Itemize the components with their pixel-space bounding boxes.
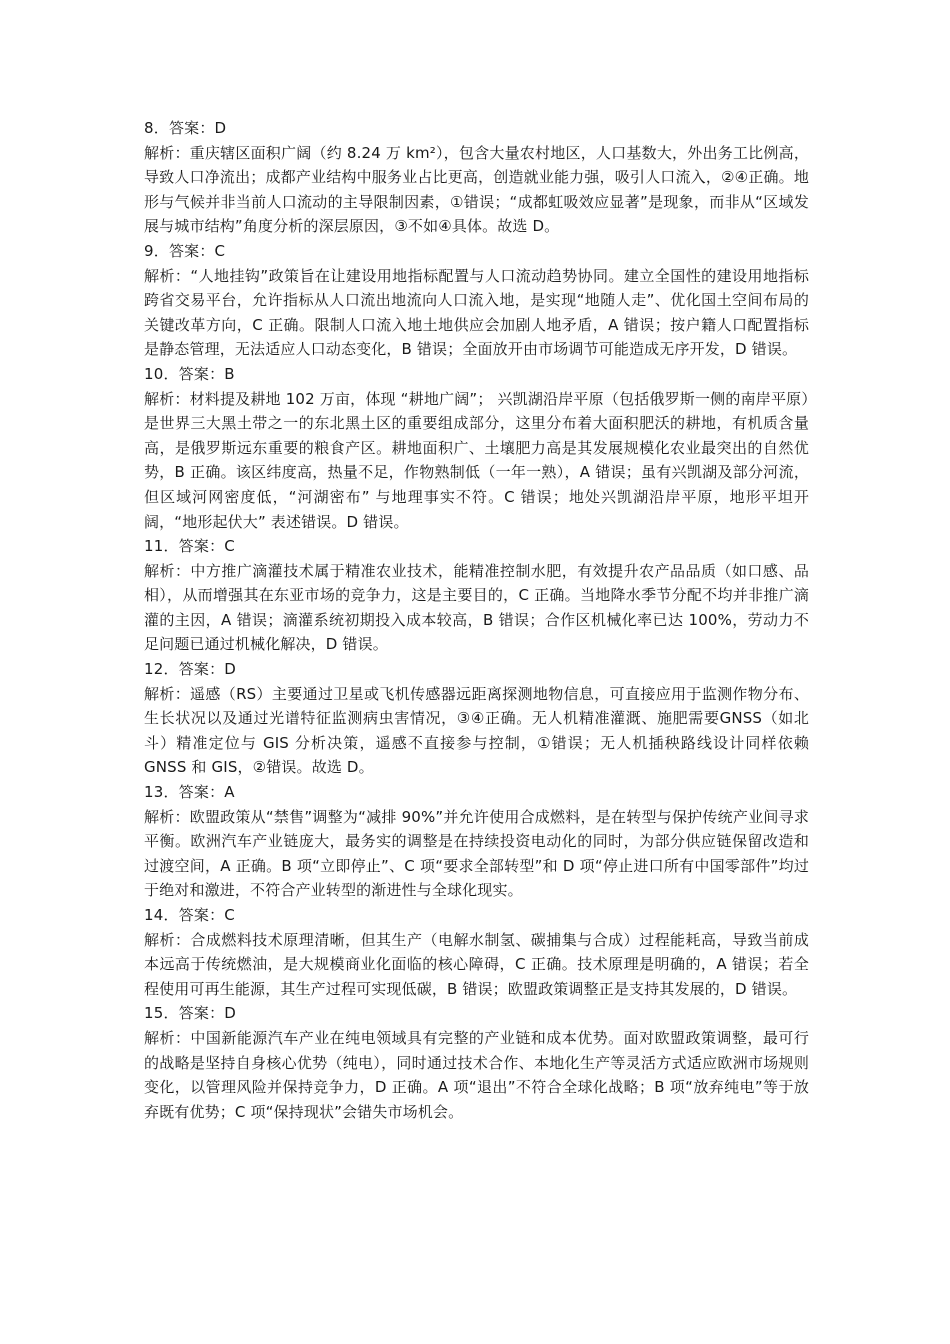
- question-12: [144, 657, 809, 780]
- analysis-text: 解析：“人地挂钩”政策旨在让建设用地指标配置与人口流动趋势协同。建立全国性的建设用地指标跨省交易平台，允许指标从人口流出地流向人口流入地，是实现“地随人走”、优化国土空间布局的关键改革方向，C 正确。限制人口流入地土地供应会加剧人地矛盾，A 错误；按户籍人口配置指标是静态管理，无法适应人口动态变化，B 错误；全面放开由市场调节可能造成无序开发，D 错误。: [144, 266, 809, 359]
- answer-line: 9．答案：C: [144, 241, 226, 260]
- question-15: [144, 1001, 809, 1124]
- answer-page: [144, 116, 809, 1124]
- analysis-text: 解析：重庆辖区面积广阔（约 8.24 万 km²），包含大量农村地区，人口基数大，外出务工比例高，导致人口净流出；成都产业结构中服务业占比更高，创造就业能力强，吸引人口流入，②④正确。地形与气候并非当前人口流动的主导限制因素，①错误；“成都虹吸效应显著”是现象，而非从“区域发展与城市结构”角度分析的深层原因，③不如④具体。故选 D。: [144, 143, 809, 236]
- question-11: [144, 534, 809, 657]
- analysis-text: 解析：欧盟政策从“禁售”调整为“减排 90%”并允许使用合成燃料，是在转型与保护传统产业间寻求平衡。欧洲汽车产业链庞大，最务实的调整是在持续投资电动化的同时，为部分供应链保留改造和过渡空间，A 正确。B 项“立即停止”、C 项“要求全部转型”和 D 项“停止进口所有中国零部件”均过于绝对和激进，不符合产业转型的渐进性与全球化现实。: [144, 807, 809, 900]
- question-13: [144, 780, 809, 903]
- answer-line: 8．答案：D: [144, 119, 227, 137]
- analysis-text: 解析：合成燃料技术原理清晰，但其生产（电解水制氢、碳捕集与合成）过程能耗高，导致当前成本远高于传统燃油，是大规模商业化面临的核心障碍，C 正确。技术原理是明确的，A 错误；若全程使用可再生能源，其生产过程可实现低碳，B 错误；欧盟政策调整正是支持其发展的，D 错误。: [144, 930, 809, 998]
- answer-line: 11．答案：C: [144, 537, 235, 556]
- analysis-text: 解析：中方推广滴灌技术属于精准农业技术，能精准控制水肥，有效提升农产品品质（如口感、品相），从而增强其在东亚市场的竞争力，这是主要目的，C 正确。当地降水季节分配不均并非推广滴灌的主因，A 错误；滴灌系统初期投入成本较高，B 错误；合作区机械化率已达 100%，劳动力不足问题已通过机械化解决，D 错误。: [144, 561, 809, 654]
- answer-line: 12．答案：D: [144, 660, 237, 679]
- answer-line: 14．答案：C: [144, 906, 235, 924]
- answer-line: 13．答案：A: [144, 783, 235, 802]
- analysis-text: 解析：材料提及耕地 102 万亩，体现 “耕地广阔”； 兴凯湖沿岸平原（包括俄罗斯一侧的南岸平原）是世界三大黑土带之一的东北黑土区的重要组成部分，这里分布着大面积肥沃的耕地，有机质含量高，是俄罗斯远东重要的粮食产区。耕地面积广、土壤肥力高是其发展规模化农业最突出的自然优势，B 正确。该区纬度高，热量不足，作物熟制低（一年一熟），A 错误；虽有兴凯湖及部分河流，但区域河网密度低，“河湖密布” 与地理事实不符。C 错误；地处兴凯湖沿岸平原，地形平坦开阔，“地形起伏大” 表述错误。D 错误。: [144, 389, 809, 531]
- analysis-text: 解析：遥感（RS）主要通过卫星或飞机传感器远距离探测地物信息，可直接应用于监测作物分布、生长状况以及通过光谱特征监测病虫害情况，③④正确。无人机精准灌溉、施肥需要GNSS（如北斗）精准定位与 GIS 分析决策，遥感不直接参与控制，①错误；无人机插秧路线设计同样依赖 GNSS 和 GIS，②错误。故选 D。: [144, 684, 809, 777]
- question-8: [144, 116, 809, 239]
- analysis-text: 解析：中国新能源汽车产业在纯电领域具有完整的产业链和成本优势。面对欧盟政策调整，最可行的战略是坚持自身核心优势（纯电），同时通过技术合作、本地化生产等灵活方式适应欧洲市场规则变化，以管理风险并保持竞争力，D 正确。A 项“退出”不符合全球化战略；B 项“放弃纯电”等于放弃既有优势；C 项“保持现状”会错失市场机会。: [144, 1028, 809, 1121]
- question-9: [144, 239, 809, 362]
- answer-line: 15．答案：D: [144, 1004, 237, 1023]
- answer-line: 10．答案：B: [144, 364, 235, 383]
- question-10: [144, 362, 809, 534]
- question-14: [144, 903, 809, 1001]
